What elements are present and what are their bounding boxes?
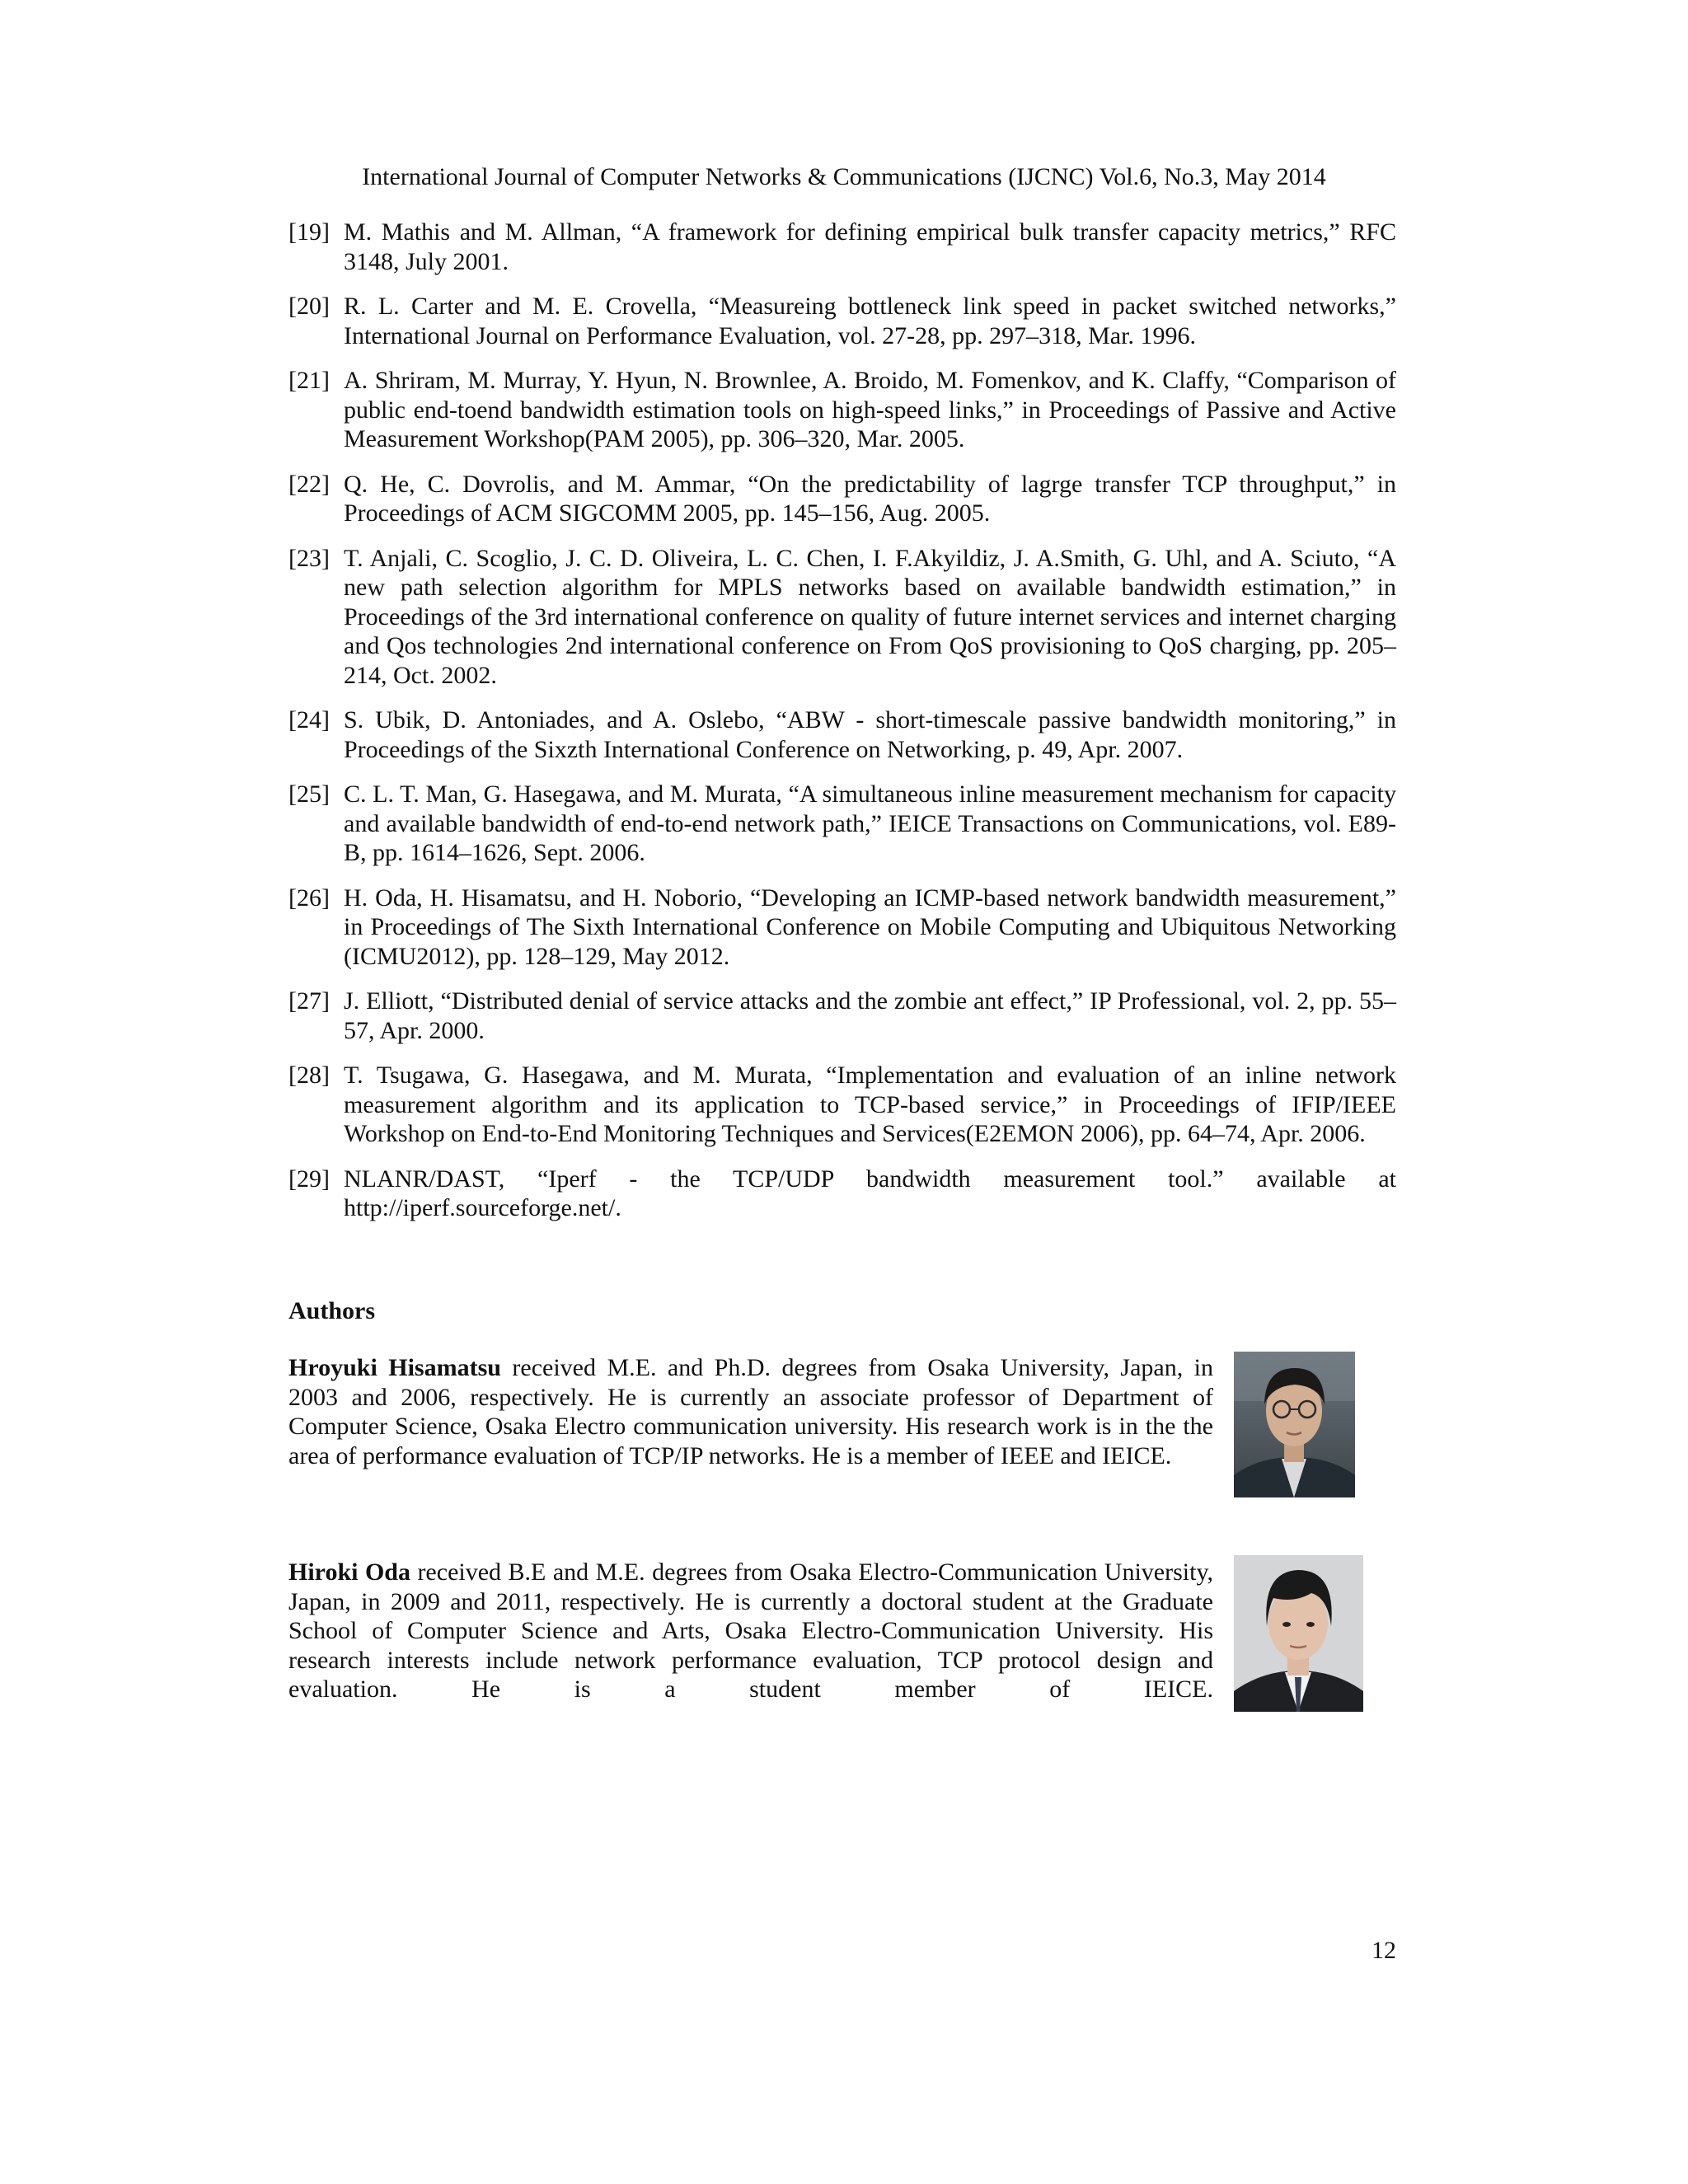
reference-number: [26] — [288, 883, 330, 912]
author-bio — [288, 1353, 1213, 1470]
reference-number: [22] — [288, 470, 330, 498]
reference-number: [21] — [288, 367, 330, 394]
reference-list — [288, 218, 1396, 1239]
page-number: 12 — [1372, 1937, 1396, 1964]
reference-item — [288, 1061, 1396, 1149]
author-bio-text: received M.E. and Ph.D. degrees from Osaka University, Japan, in 2003 and 2006, respectively. He is currently an associate professor of Department of Computer Science, Osaka Electro communication university. His research work is in the the area of performance evaluation of TCP/IP networks. He is a member of IEEE and IEICE. — [288, 1354, 1213, 1469]
reference-text: Q. He, C. Dovrolis, and M. Ammar, “On the predictability of lagrge transfer TCP throughput,” in Proceedings of ACM SIGCOMM 2005, pp. 145–156, Aug. 2005. — [344, 470, 1396, 527]
reference-text: S. Ubik, D. Antoniades, and A. Oslebo, “ABW - short-timescale passive bandwidth monitoring,” in Proceedings of the Sixzth International Conference on Networking, p. 49, Apr. 2007. — [344, 706, 1396, 763]
reference-text: C. L. T. Man, G. Hasegawa, and M. Murata, “A simultaneous inline measurement mechanism for capacity and available bandwidth of end-to-end network path,” IEICE Transactions on Communications, vol. E89-B, pp. 1614–1626, Sept. 2006. — [344, 780, 1396, 866]
reference-text: T. Anjali, C. Scoglio, J. C. D. Oliveira, L. C. Chen, I. F.Akyildiz, J. A.Smith, G. Uhl, and A. Sciuto, “A new path selection algorithm for MPLS networks based on available bandwidth estimation,” in Proceedings of the 3rd international conference on quality of future internet services and internet charging and Qos technologies 2nd international conference on From QoS provisioning to QoS charging, pp. 205–214, Oct. 2002. — [344, 544, 1396, 689]
reference-item — [288, 544, 1396, 691]
reference-item — [288, 366, 1396, 454]
author-name: Hiroki Oda — [288, 1558, 410, 1586]
running-header: International Journal of Computer Networks & Communications (IJCNC) Vol.6, No.3, May 2014 — [362, 163, 1326, 190]
reference-number: [25] — [288, 780, 330, 808]
reference-text: T. Tsugawa, G. Hasegawa, and M. Murata, “Implementation and evaluation of an inline network measurement algorithm and its application to TCP-based service,” in Proceedings of IFIP/IEEE Workshop on End-to-End Monitoring Techniques and Services(E2EMON 2006), pp. 64–74, Apr. 2006. — [344, 1062, 1396, 1147]
reference-text: J. Elliott, “Distributed denial of service attacks and the zombie ant effect,” IP Professional, vol. 2, pp. 55–57, Apr. 2000. — [344, 987, 1396, 1044]
reference-text: NLANR/DAST, “Iperf - the TCP/UDP bandwidth measurement tool.” available at http://iperf.sourceforge.net/. — [344, 1165, 1396, 1221]
reference-item — [288, 1165, 1396, 1223]
author-name: Hroyuki Hisamatsu — [288, 1354, 501, 1381]
reference-text: M. Mathis and M. Allman, “A framework for defining empirical bulk transfer capacity metrics,” RFC 3148, July 2001. — [344, 218, 1396, 275]
reference-item — [288, 292, 1396, 350]
reference-number: [19] — [288, 218, 330, 246]
reference-item — [288, 987, 1396, 1045]
reference-text: A. Shriram, M. Murray, Y. Hyun, N. Brownlee, A. Broido, M. Fomenkov, and K. Claffy, “Comparison of public end-toend bandwidth estimation tools on high-speed links,” in Proceedings of Passive and Active Measurement Workshop(PAM 2005), pp. 306–320, Mar. 2005. — [344, 367, 1396, 452]
reference-item — [288, 780, 1396, 868]
reference-number: [29] — [288, 1165, 330, 1193]
reference-number: [23] — [288, 544, 330, 572]
author-bio — [288, 1558, 1213, 1704]
reference-number: [20] — [288, 293, 330, 320]
reference-item — [288, 883, 1396, 972]
reference-item — [288, 470, 1396, 528]
authors-heading: Authors — [288, 1297, 376, 1324]
reference-item — [288, 218, 1396, 276]
author-photo — [1234, 1352, 1355, 1497]
reference-item — [288, 705, 1396, 764]
reference-number: [28] — [288, 1062, 330, 1089]
reference-number: [27] — [288, 987, 330, 1015]
reference-text: H. Oda, H. Hisamatsu, and H. Noborio, “Developing an ICMP-based network bandwidth measurement,” in Proceedings of The Sixth International Conference on Mobile Computing and Ubiquitous Networking (ICMU2012), pp. 128–129, May 2012. — [344, 883, 1396, 970]
reference-number: [24] — [288, 706, 330, 733]
author-photo — [1234, 1555, 1363, 1712]
reference-text: R. L. Carter and M. E. Crovella, “Measureing bottleneck link speed in packet switched networks,” International Journal on Performance Evaluation, vol. 27-28, pp. 297–318, Mar. 1996. — [344, 293, 1396, 349]
author-bio-text: received B.E and M.E. degrees from Osaka Electro-Communication University, Japan, in 2009 and 2011, respectively. He is currently a doctoral student at the Graduate School of Computer Science and Arts, Osaka Electro-Communication University. His research interests include network performance evaluation, TCP protocol design and evaluation. He is a student member of IEICE. — [288, 1558, 1214, 1703]
